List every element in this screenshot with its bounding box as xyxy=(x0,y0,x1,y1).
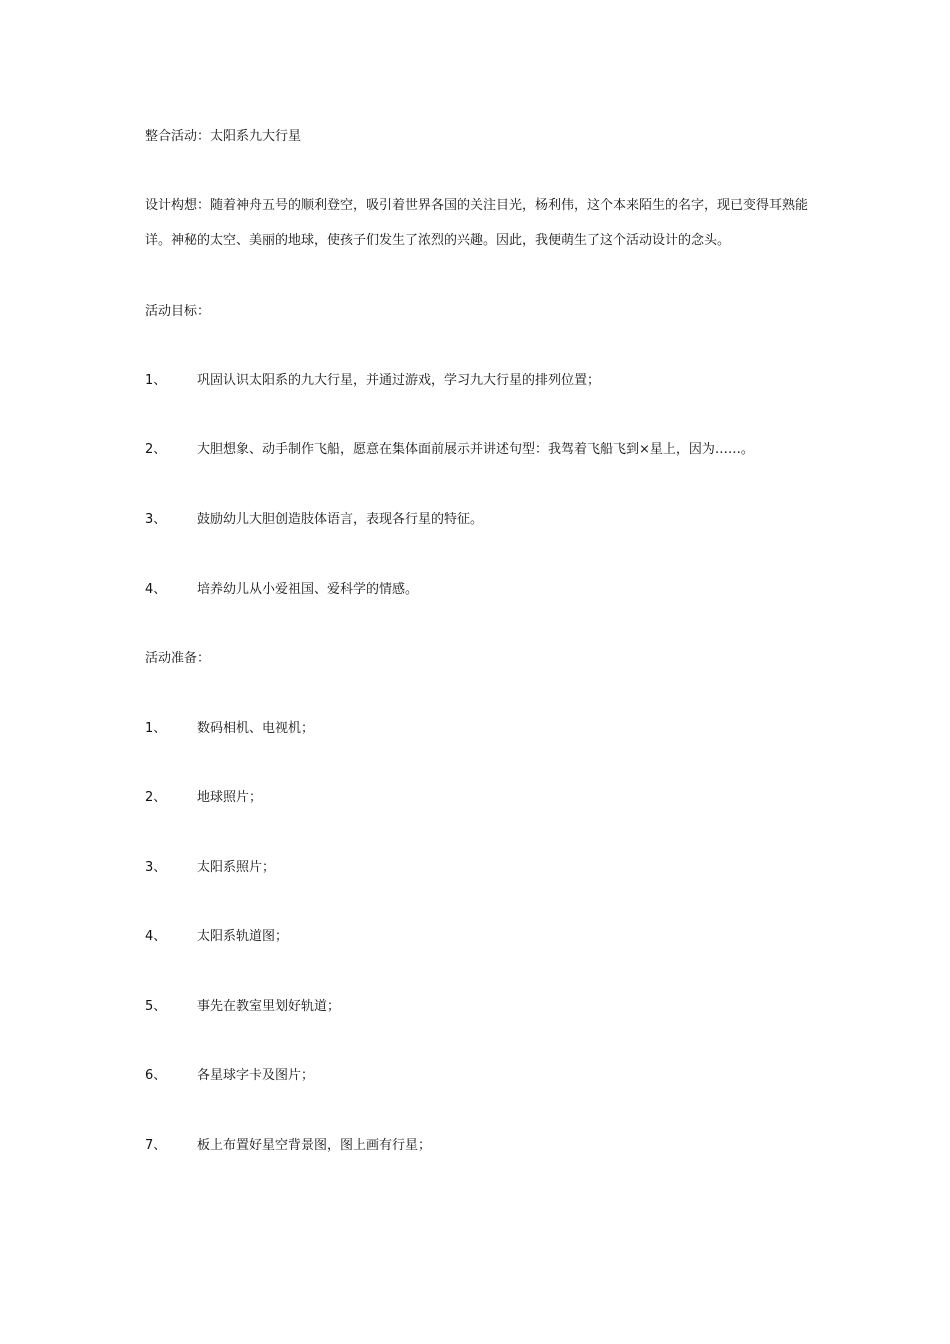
item-number: 6、 xyxy=(145,1068,167,1083)
item-text: 太阳系轨道图； xyxy=(197,929,289,944)
item-number: 1、 xyxy=(145,373,167,388)
item-text: 数码相机、电视机； xyxy=(197,721,315,736)
list-item xyxy=(145,440,754,460)
item-text: 事先在教室里划好轨道； xyxy=(197,999,341,1014)
list-item xyxy=(145,1136,431,1156)
item-text: 地球照片； xyxy=(197,790,263,805)
item-text: 各星球字卡及图片； xyxy=(197,1068,315,1083)
list-item xyxy=(145,858,275,878)
list-item xyxy=(145,997,340,1017)
item-text: 大胆想象、动手制作飞船，愿意在集体面前展示并讲述句型：我驾着飞船飞到×星上，因为……。 xyxy=(197,442,754,457)
list-item xyxy=(145,580,418,600)
list-item xyxy=(145,510,483,530)
item-text: 太阳系照片； xyxy=(197,860,276,875)
item-text: 培养幼儿从小爱祖国、爱科学的情感。 xyxy=(197,582,419,597)
list-item xyxy=(145,927,288,947)
item-number: 4、 xyxy=(145,929,167,944)
item-text: 板上布置好星空背景图，图上画有行星； xyxy=(197,1138,432,1153)
list-item xyxy=(145,371,600,391)
item-number: 3、 xyxy=(145,512,167,527)
item-number: 5、 xyxy=(145,999,167,1014)
item-number: 1、 xyxy=(145,721,167,736)
list-item xyxy=(145,1066,314,1086)
item-number: 2、 xyxy=(145,790,167,805)
prep-heading: 活动准备： xyxy=(145,651,211,666)
item-number: 3、 xyxy=(145,860,167,875)
list-item xyxy=(145,719,314,739)
design-idea-paragraph: 设计构想：随着神舟五号的顺利登空，吸引着世界各国的关注目光，杨利伟，这个本来陌生的名字，现已变得耳熟能详。神秘的太空、美丽的地球，使孩子们发生了浓烈的兴趣。因此，我便萌生了这个活动设计的念头。 xyxy=(145,198,809,248)
item-number: 2、 xyxy=(145,442,167,457)
item-text: 巩固认识太阳系的九大行星，并通过游戏，学习九大行星的排列位置； xyxy=(197,373,601,388)
item-text: 鼓励幼儿大胆创造肢体语言，表现各行星的特征。 xyxy=(197,512,484,527)
document-title: 整合活动：太阳系九大行星 xyxy=(145,129,302,144)
goals-heading: 活动目标： xyxy=(145,304,211,319)
item-number: 4、 xyxy=(145,582,167,597)
list-item xyxy=(145,788,262,808)
item-number: 7、 xyxy=(145,1138,167,1153)
